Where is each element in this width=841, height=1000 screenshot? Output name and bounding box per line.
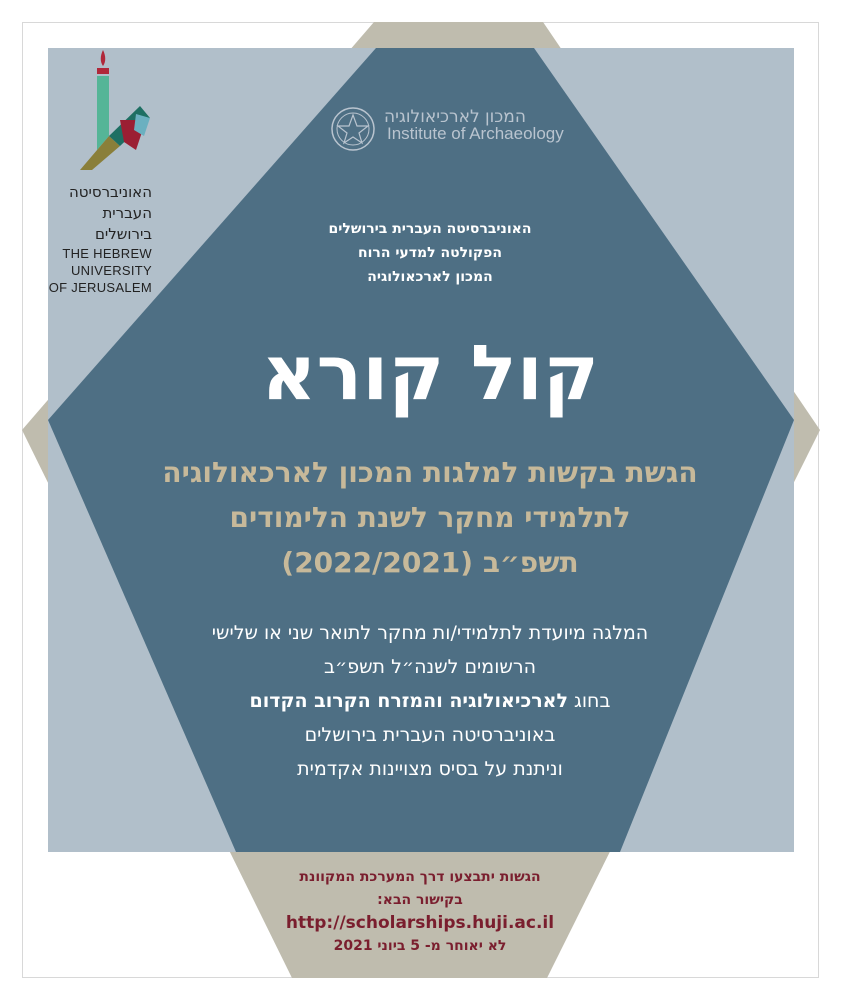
header-lines [260, 217, 600, 289]
footer [170, 866, 670, 958]
footer-line: הגשות יתבצעו דרך המערכת המקוונת [299, 869, 541, 885]
body-line-prefix: בחוג [568, 690, 611, 712]
institute-name-english: Institute of Archaeology [387, 124, 564, 143]
university-hebrew-line: העברית [102, 204, 152, 222]
header-line: האוניברסיטה העברית בירושלים [328, 221, 532, 237]
header-line: המכון לארכאולוגיה [367, 269, 493, 285]
university-english-line: THE HEBREW [62, 246, 152, 261]
subtitle-line: לתלמידי מחקר לשנת הלימודים [229, 501, 631, 534]
institute-emblem-icon [330, 106, 376, 152]
page-title: קול קורא [261, 328, 599, 417]
subtitle-line: הגשת בקשות למלגות המכון לארכאולוגיה [162, 456, 698, 489]
university-hebrew-line: האוניברסיטה [68, 183, 152, 201]
body-line-department [90, 684, 770, 718]
header-line: הפקולטה למדעי הרוח [357, 245, 503, 261]
body-line: וניתנת על בסיס מצויינות אקדמית [297, 758, 563, 780]
body-line: הרשומים לשנה״ל תשפ״ב [324, 656, 536, 678]
body-line: המלגה מיועדת לתלמידי/ות מחקר לתואר שני או שלישי [211, 622, 649, 644]
university-hebrew-line: בירושלים [94, 225, 152, 243]
footer-line: בקישור הבא: [377, 892, 463, 908]
hebrew-university-logo-icon [40, 40, 180, 180]
university-name-hebrew [40, 182, 152, 245]
subtitle [80, 450, 780, 585]
body-text [90, 616, 770, 786]
university-english-line: UNIVERSITY [70, 263, 152, 278]
university-english-line: OF JERUSALEM [48, 280, 152, 295]
deadline-line: לא יאוחר מ- 5 ביוני 2021 [333, 938, 507, 954]
department-name: לארכיאולוגיה והמזרח הקרוב הקדום [249, 690, 568, 712]
institute-name-hebrew: המכון לארכיאולוגיה [384, 107, 526, 127]
subtitle-line: תשפ״ב (2022/2021) [281, 546, 579, 579]
scholarships-link[interactable]: http://scholarships.huji.ac.il [285, 913, 555, 933]
body-line: באוניברסיטה העברית בירושלים [304, 724, 556, 746]
university-name-english [40, 245, 180, 296]
